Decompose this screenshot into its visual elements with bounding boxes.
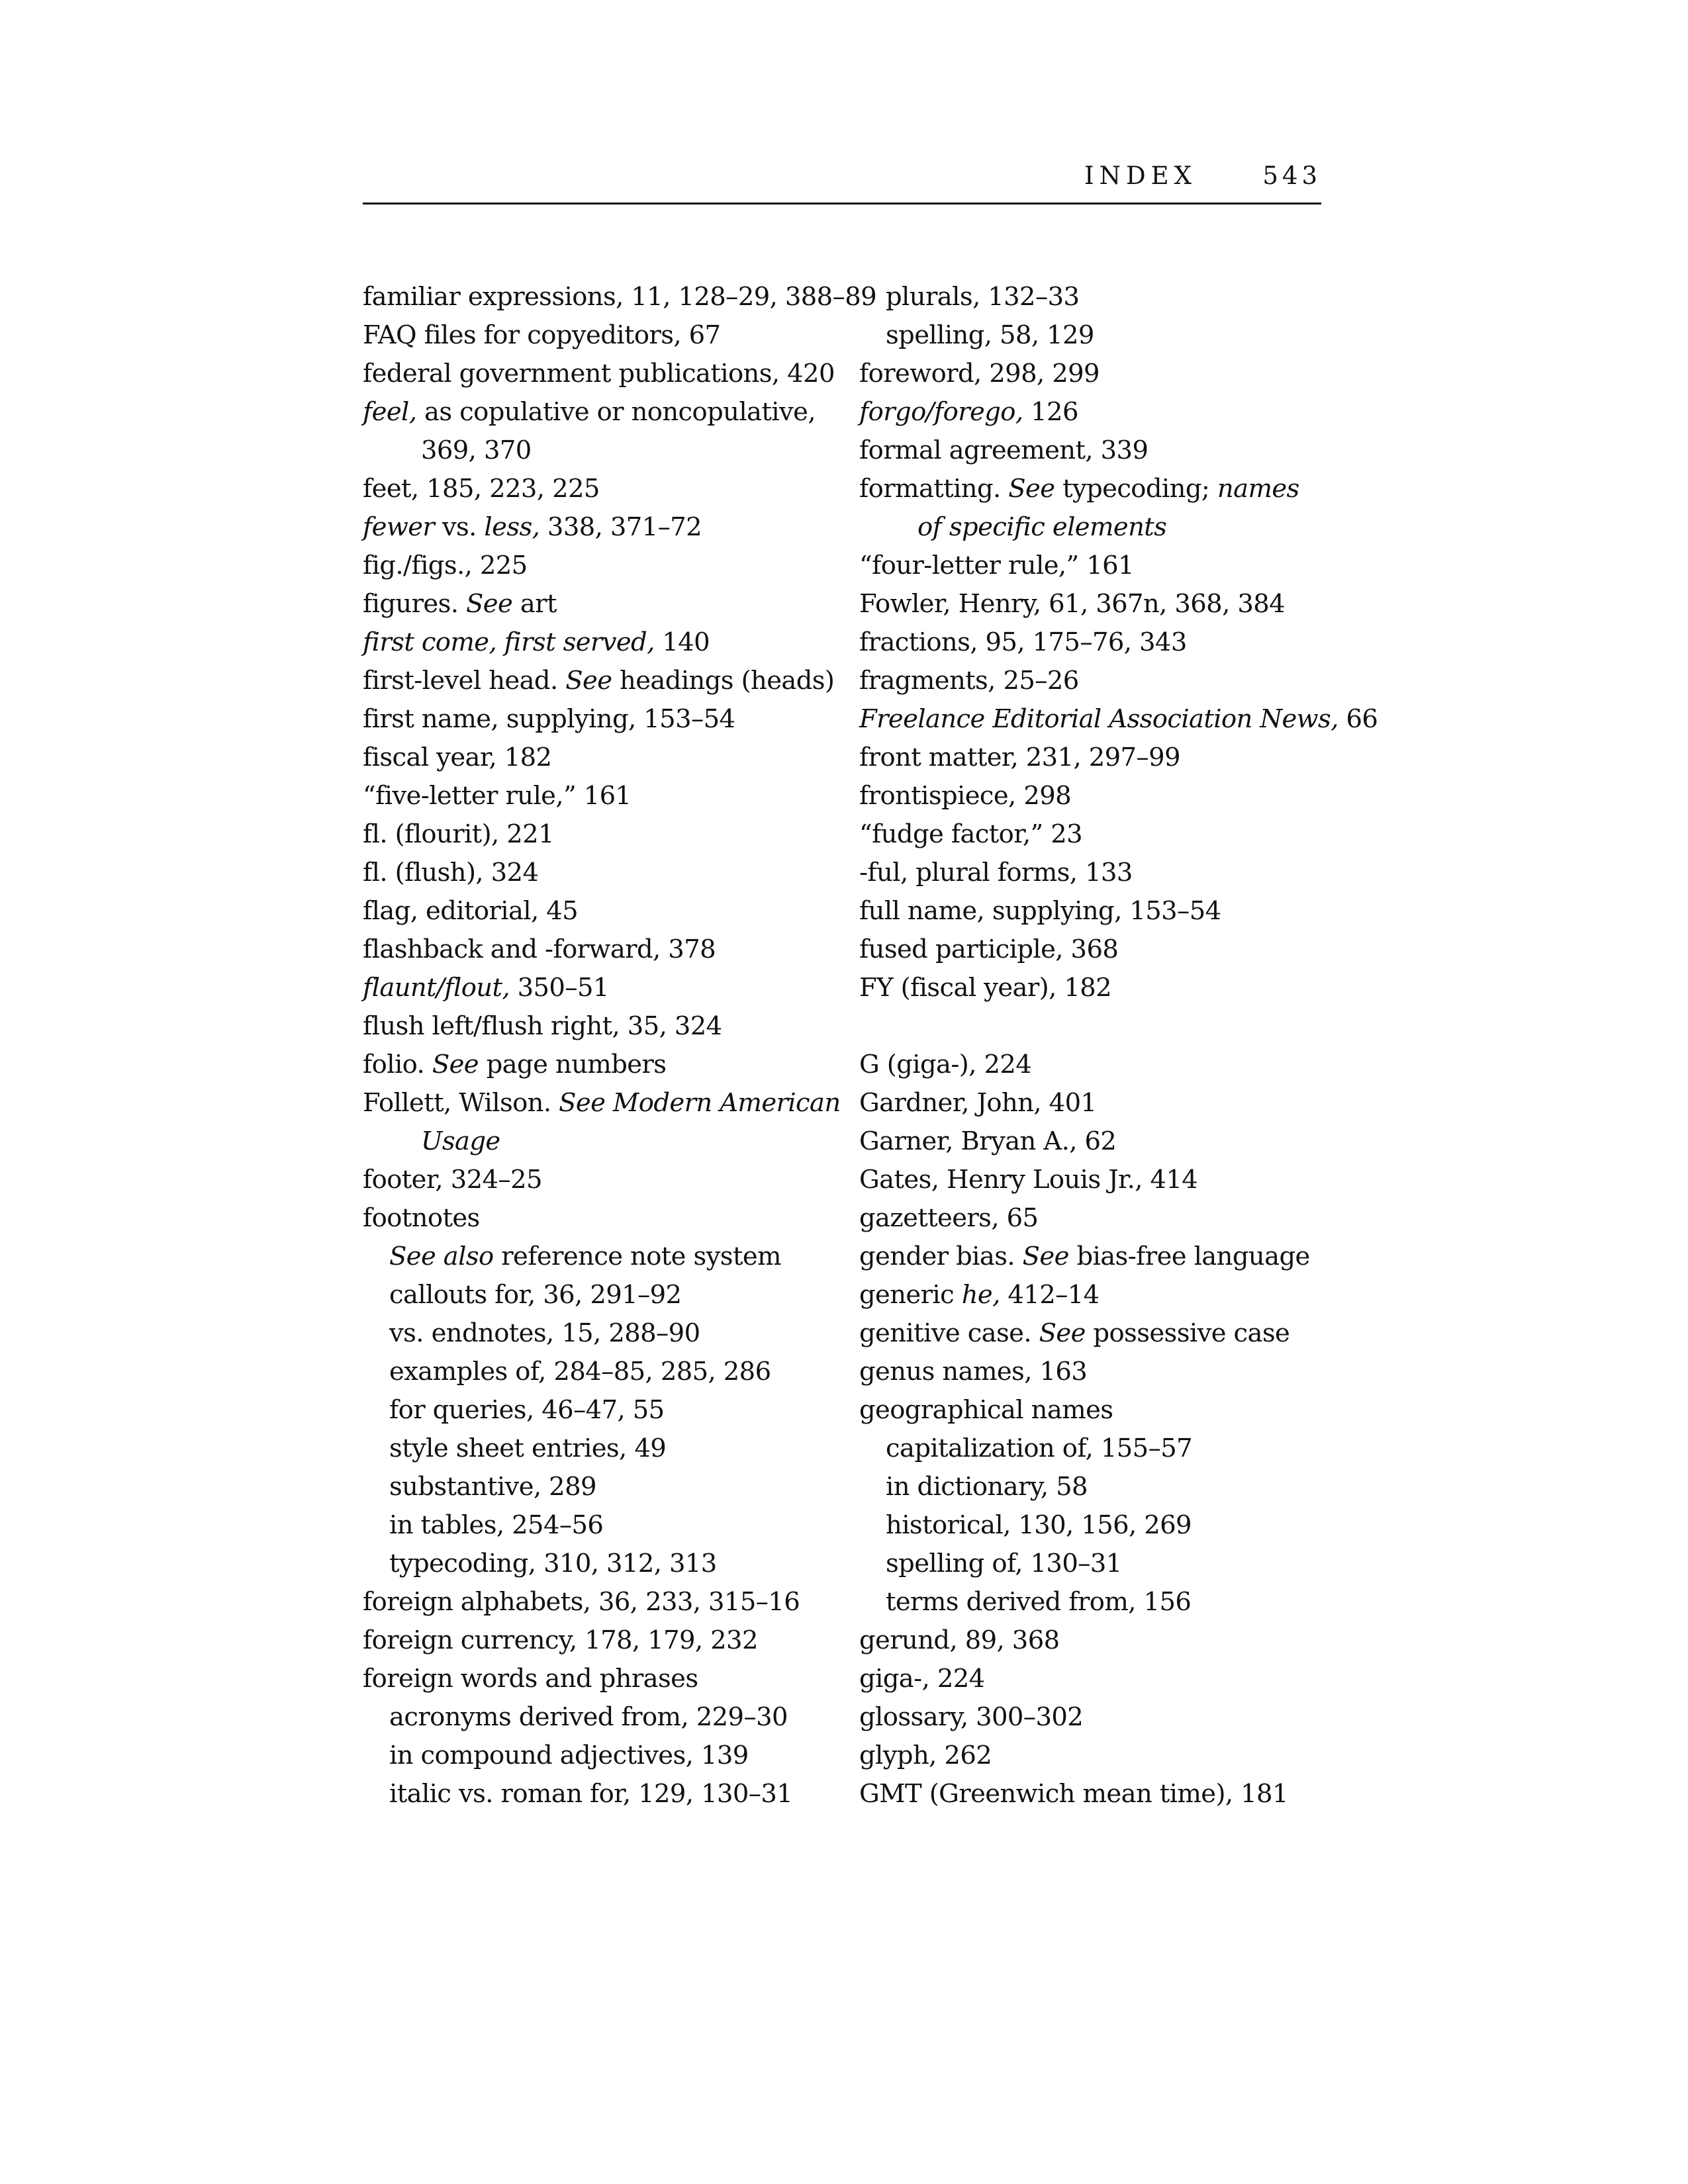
index-entry: [363, 1084, 839, 1122]
italic-text: See: [1022, 1242, 1069, 1271]
entry-text: feet, 185, 223, 225: [363, 474, 600, 504]
index-entry: [363, 547, 839, 585]
index-entry: [859, 700, 1378, 739]
letter-group-spacer: [859, 1007, 1323, 1046]
index-entry-continuation: [363, 432, 839, 470]
index-subentry: [363, 1430, 839, 1468]
index-entry: [363, 1660, 839, 1698]
entry-text: reference note system: [493, 1242, 781, 1271]
entry-text: vs.: [434, 512, 485, 542]
entry-text: page numbers: [479, 1050, 667, 1079]
entry-text: 338, 371–72: [539, 512, 702, 542]
entry-text: fragments, 25–26: [859, 666, 1079, 696]
running-head-label: INDEX: [1084, 161, 1197, 190]
index-entry: [859, 739, 1323, 777]
running-head: [363, 150, 1321, 205]
index-entry: [859, 1737, 1323, 1775]
italic-text: See: [565, 666, 612, 696]
italic-text: feel,: [363, 397, 417, 427]
index-entry: [859, 931, 1323, 969]
index-entry: [859, 470, 1323, 508]
entry-text: headings (heads): [612, 666, 835, 696]
entry-text: in dictionary, 58: [886, 1472, 1088, 1502]
entry-text: full name, supplying, 153–54: [859, 896, 1221, 926]
index-subentry: [363, 1391, 839, 1430]
index-entry: [859, 623, 1323, 662]
entry-text: 140: [654, 627, 710, 657]
entry-text: 66: [1338, 704, 1378, 734]
index-entry: [363, 1161, 839, 1199]
entry-text: familiar expressions, 11, 128–29, 388–89: [363, 282, 877, 312]
italic-text: Freelance Editorial Association News,: [859, 704, 1338, 734]
entry-text: art: [512, 589, 557, 619]
index-entry: [859, 1660, 1323, 1698]
index-entry: [363, 1621, 839, 1660]
index-entry: [859, 1238, 1323, 1276]
entry-text: in tables, 254–56: [389, 1510, 604, 1540]
entry-text: “four-letter rule,” 161: [859, 551, 1134, 580]
entry-text: acronyms derived from, 229–30: [389, 1702, 788, 1732]
entry-text: terms derived from, 156: [886, 1587, 1192, 1617]
entry-text: generic: [859, 1280, 962, 1310]
entry-text: flush left/flush right, 35, 324: [363, 1011, 722, 1041]
italic-text: flaunt/flout,: [363, 973, 510, 1003]
entry-text: flag, editorial, 45: [363, 896, 579, 926]
italic-text: fewer: [363, 512, 435, 542]
entry-text: spelling, 58, 129: [886, 320, 1094, 350]
entry-text: flashback and -forward, 378: [363, 934, 716, 964]
italic-text: forgo/forego,: [859, 397, 1023, 427]
entry-text: front matter, 231, 297–99: [859, 743, 1180, 772]
entry-text: GMT (Greenwich mean time), 181: [859, 1779, 1288, 1809]
entry-text: geographical names: [859, 1395, 1113, 1425]
entry-text: genus names, 163: [859, 1357, 1088, 1387]
entry-text: frontispiece, 298: [859, 781, 1072, 811]
entry-text: formatting.: [859, 474, 1009, 504]
entry-text: first name, supplying, 153–54: [363, 704, 735, 734]
index-subentry: [363, 1238, 839, 1276]
entry-text: gender bias.: [859, 1242, 1023, 1271]
entry-text: historical, 130, 156, 269: [886, 1510, 1192, 1540]
index-entry: [859, 1391, 1323, 1430]
index-entry: [859, 1775, 1323, 1813]
index-subentry: [859, 1468, 1323, 1506]
italic-text: first come, first served,: [363, 627, 655, 657]
index-column-left: [363, 278, 877, 1813]
index-subentry: [859, 1545, 1323, 1583]
entry-text: Gates, Henry Louis Jr., 414: [859, 1165, 1198, 1195]
index-subentry: [859, 1430, 1323, 1468]
index-entry: [859, 1698, 1323, 1737]
entry-text: fig./figs., 225: [363, 551, 528, 580]
italic-text: See: [1008, 474, 1055, 504]
index-entry: [363, 1007, 839, 1046]
index-entry: [859, 854, 1323, 892]
entry-text: first-level head.: [363, 666, 566, 696]
italic-text: of specific elements: [917, 512, 1167, 542]
index-entry: [859, 777, 1323, 815]
page-number: 543: [1262, 161, 1321, 190]
index-entry: [363, 316, 839, 355]
index-subentry: [363, 1698, 839, 1737]
entry-text: 412–14: [1000, 1280, 1100, 1310]
index-entry: [859, 815, 1323, 854]
index-entry: [859, 1314, 1323, 1353]
italic-text: See also: [389, 1242, 494, 1271]
entry-text: plurals, 132–33: [886, 282, 1080, 312]
index-subentry: [859, 316, 1323, 355]
index-entry: [859, 1161, 1323, 1199]
entry-text: spelling of, 130–31: [886, 1549, 1122, 1578]
entry-text: substantive, 289: [389, 1472, 596, 1502]
index-entry: [363, 739, 839, 777]
entry-text: foreign currency, 178, 179, 232: [363, 1625, 758, 1655]
entry-text: capitalization of, 155–57: [886, 1433, 1193, 1463]
index-entry: [363, 777, 839, 815]
entry-text: giga-, 224: [859, 1664, 985, 1694]
entry-text: Gardner, John, 401: [859, 1088, 1097, 1118]
index-subentry: [363, 1276, 839, 1314]
entry-text: gazetteers, 65: [859, 1203, 1039, 1233]
index-entry: [363, 854, 839, 892]
index-entry: [363, 1199, 839, 1238]
entry-text: folio.: [363, 1050, 432, 1079]
entry-text: glyph, 262: [859, 1741, 992, 1770]
index-entry: [859, 1276, 1323, 1314]
entry-text: formal agreement, 339: [859, 435, 1149, 465]
italic-text: See: [432, 1050, 479, 1079]
index-entry: [859, 969, 1323, 1007]
italic-text: See Modern American: [559, 1088, 841, 1118]
entry-text: examples of, 284–85, 285, 286: [389, 1357, 771, 1387]
entry-text: in compound adjectives, 139: [389, 1741, 749, 1770]
entry-text: “fudge factor,” 23: [859, 819, 1082, 849]
index-entry: [363, 700, 839, 739]
index-entry: [859, 1046, 1323, 1084]
entry-text: glossary, 300–302: [859, 1702, 1084, 1732]
entry-text: fl. (flush), 324: [363, 858, 539, 887]
index-entry: [363, 393, 839, 432]
italic-text: less,: [484, 512, 540, 542]
index-entry: [859, 1122, 1323, 1161]
index-entry: [859, 1199, 1323, 1238]
index-subentry: [859, 1583, 1323, 1621]
entry-text: callouts for, 36, 291–92: [389, 1280, 682, 1310]
index-entry: [363, 1583, 839, 1621]
italic-text: Usage: [421, 1126, 500, 1156]
entry-text: typecoding, 310, 312, 313: [389, 1549, 717, 1578]
index-entry: [859, 393, 1323, 432]
index-subentry: [363, 1775, 839, 1813]
entry-text: FY (fiscal year), 182: [859, 973, 1112, 1003]
index-entry: [363, 931, 839, 969]
index-entry: [859, 432, 1323, 470]
entry-text: FAQ files for copyeditors, 67: [363, 320, 721, 350]
entry-text: fused participle, 368: [859, 934, 1119, 964]
index-entry: [363, 623, 839, 662]
index-entry: [859, 1353, 1323, 1391]
entry-text: foreign alphabets, 36, 233, 315–16: [363, 1587, 800, 1617]
index-entry: [859, 1084, 1323, 1122]
index-entry: [363, 278, 877, 316]
index-column-right: [859, 278, 1378, 1813]
entry-text: “five-letter rule,” 161: [363, 781, 632, 811]
entry-text: typecoding;: [1055, 474, 1217, 504]
entry-text: fractions, 95, 175–76, 343: [859, 627, 1187, 657]
entry-text: -ful, plural forms, 133: [859, 858, 1133, 887]
entry-text: footnotes: [363, 1203, 480, 1233]
index-entry-continuation: [363, 1122, 839, 1161]
entry-text: Fowler, Henry, 61, 367n, 368, 384: [859, 589, 1286, 619]
index-subentry: [363, 1737, 839, 1775]
entry-text: federal government publications, 420: [363, 359, 835, 388]
entry-text: genitive case.: [859, 1318, 1039, 1348]
entry-text: fiscal year, 182: [363, 743, 552, 772]
entry-text: Garner, Bryan A., 62: [859, 1126, 1117, 1156]
entry-text: fl. (flourit), 221: [363, 819, 554, 849]
entry-text: for queries, 46–47, 55: [389, 1395, 665, 1425]
entry-text: foreword, 298, 299: [859, 359, 1100, 388]
index-entry: [363, 355, 839, 393]
index-entry: [859, 662, 1323, 700]
index-subentry: [363, 1506, 839, 1545]
index-entry: [859, 547, 1323, 585]
entry-text: 350–51: [510, 973, 609, 1003]
entry-text: italic vs. roman for, 129, 130–31: [389, 1779, 793, 1809]
index-entry: [859, 355, 1323, 393]
index-entry: [363, 892, 839, 931]
index-entry: [363, 969, 839, 1007]
entry-text: foreign words and phrases: [363, 1664, 698, 1694]
entry-text: G (giga-), 224: [859, 1050, 1032, 1079]
index-subentry: [859, 1506, 1323, 1545]
italic-text: he,: [961, 1280, 1000, 1310]
index-entry: [363, 662, 839, 700]
index-entry: [363, 508, 839, 547]
index-entry: [859, 892, 1323, 931]
index-entry: [363, 470, 839, 508]
index-subentry: [363, 1468, 839, 1506]
index-entry: [363, 1046, 839, 1084]
entry-text: 126: [1023, 397, 1078, 427]
italic-text: See: [1039, 1318, 1086, 1348]
index-subentry: [363, 1545, 839, 1583]
entry-text: Follett, Wilson.: [363, 1088, 559, 1118]
entry-text: bias-free language: [1068, 1242, 1310, 1271]
italic-text: See: [466, 589, 513, 619]
entry-text: gerund, 89, 368: [859, 1625, 1060, 1655]
entry-text: figures.: [363, 589, 467, 619]
italic-text: names: [1217, 474, 1299, 504]
index-entry: [363, 585, 839, 623]
entry-text: possessive case: [1085, 1318, 1290, 1348]
entry-text: 369, 370: [421, 435, 532, 465]
entry-text: vs. endnotes, 15, 288–90: [389, 1318, 700, 1348]
index-subentry: [363, 1353, 839, 1391]
entry-text: footer, 324–25: [363, 1165, 542, 1195]
index-entry: [859, 1621, 1323, 1660]
entry-text: style sheet entries, 49: [389, 1433, 667, 1463]
index-entry: [859, 585, 1323, 623]
index-subentry: [859, 278, 1323, 316]
index-entry-continuation: [859, 508, 1323, 547]
index-entry: [363, 815, 839, 854]
index-subentry: [363, 1314, 839, 1353]
entry-text: as copulative or noncopulative,: [416, 397, 816, 427]
